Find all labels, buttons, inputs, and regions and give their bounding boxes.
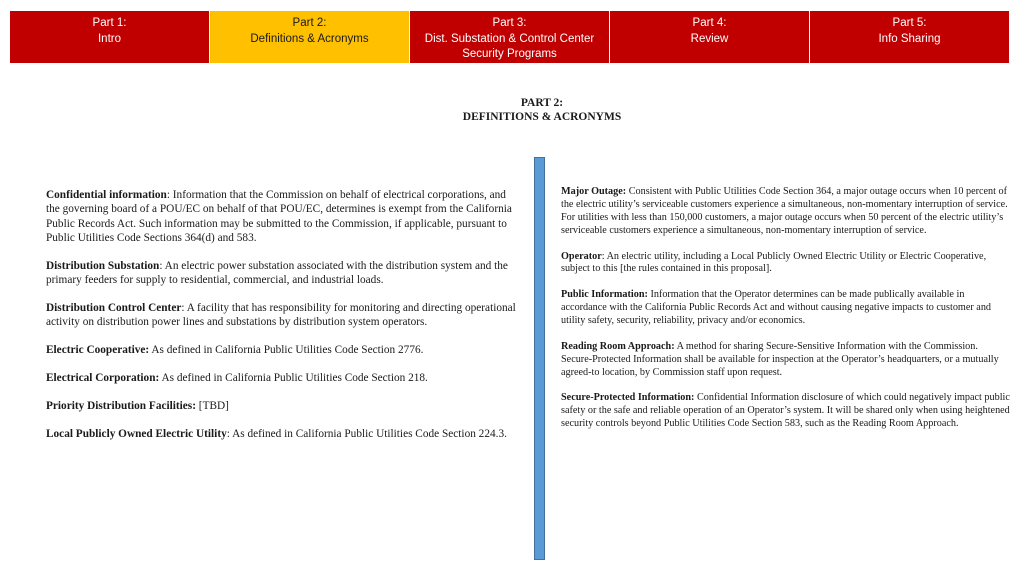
definition-text: [TBD] [195, 400, 229, 413]
definition-term: Public Information: [561, 289, 648, 301]
tab-part-label: Part 1: [92, 17, 127, 29]
tab-part-2-definitions[interactable] [210, 11, 410, 63]
tab-part-label: Part 4: [692, 17, 727, 29]
tab-part-3-security-programs[interactable] [410, 11, 610, 63]
definition-term: Electrical Corporation: [46, 372, 160, 385]
definition-term: Reading Room Approach: [561, 340, 675, 352]
document-title-line1: PART 2: [520, 97, 564, 109]
definitions-left-column [46, 188, 520, 455]
definition-operator [561, 251, 1010, 277]
definition-text: : Information that the Commission on behalf of electrical corporations, and the governing board of a POU/EC on behalf of that POU/EC, determines is exempt from the California Public Records Act. Such information may be submitted to the Commission, if applicable, pursuant to Public Utilities Code Sections 364(d) and 583. [46, 189, 512, 244]
definition-text: Information that the Operator determines can be made publically available in accordance with the California Public Records Act and without causing negative impacts to customer and utility safety, security, reliability, privacy and/or economics. [561, 289, 992, 327]
definitions-right-column [561, 186, 1010, 444]
definition-reading-room-approach [561, 341, 1010, 380]
tab-title-line2: Security Programs [462, 48, 557, 60]
column-divider [534, 157, 545, 560]
definition-term: Confidential information [46, 189, 167, 201]
definition-distribution-substation [46, 259, 520, 288]
tab-part-label: Part 3: [492, 17, 527, 29]
definition-term: Distribution Substation [46, 259, 160, 272]
definition-electrical-corporation [46, 371, 520, 385]
tab-title: Dist. Substation & Control Center [424, 32, 595, 45]
definition-text: As defined in California Public Utilities Code Section 2776. [149, 344, 424, 357]
definition-text: Confidential Information disclosure of which could negatively impact public safety or the safe and reliable operation of an Operator’s system. It will be shared only when using heightened security controls beyond Public Utilities Code Section 583, such as the Reading Room Approach. [561, 392, 1010, 430]
tab-part-1-intro[interactable] [10, 11, 210, 63]
definition-term: Local Publicly Owned Electric Utility [46, 428, 227, 441]
definition-text: : A facility that has responsibility for monitoring and directing operational activity on distribution power lines and substations by distribution system operators. [46, 302, 516, 329]
definition-confidential-information [46, 188, 520, 245]
definition-local-publicly-owned-electric-utility [46, 427, 520, 441]
tab-title: Definitions & Acronyms [250, 32, 369, 45]
definition-text: : An electric utility, including a Local Publicly Owned Electric Utility or Electric Cooperative, subject to this [the rules contained in this proposal]. [561, 250, 987, 275]
definition-text: Consistent with Public Utilities Code Section 364, a major outage occurs when 10 percent of the electric utility’s serviceable customers experience a simultaneous, non-momentary interruption of service. For utilities with less than 150,000 customers, a major outage occurs when 50 percent of the electric utility’s serviceable customers experience a simultaneous, non-momentary interruption of service. [561, 186, 1008, 236]
definition-distribution-control-center [46, 301, 520, 330]
tab-title: Info Sharing [878, 32, 941, 45]
tab-part-5-info-sharing[interactable] [810, 11, 1009, 63]
tab-part-label: Part 5: [892, 17, 927, 29]
definition-term: Priority Distribution Facilities: [46, 400, 196, 413]
definition-major-outage [561, 186, 1010, 238]
definition-term: Operator [561, 250, 602, 262]
tab-title: Intro [97, 32, 121, 45]
tab-part-label: Part 2: [292, 17, 327, 29]
definition-text: : An electric power substation associated with the distribution system and the primary feeders for supply to residential, commercial, and industrial loads. [46, 259, 508, 287]
definition-electric-cooperative [46, 343, 520, 357]
definition-text: As defined in California Public Utilities Code Section 218. [159, 372, 428, 385]
definition-public-information [561, 289, 1010, 328]
document-title [0, 97, 1024, 124]
definition-secure-protected-information [561, 392, 1010, 431]
tab-title: Review [690, 32, 729, 45]
definition-term: Major Outage: [561, 186, 627, 197]
tab-part-4-review[interactable] [610, 11, 810, 63]
definition-text: A method for sharing Secure-Sensitive Information with the Commission. Secure-Protected Information shall be available for inspection at the Operator’s headquarters, or a mutually agreed-to location, by Commission staff upon request. [561, 340, 999, 378]
definition-text: : As defined in California Public Utilities Code Section 224.3. [226, 428, 507, 441]
definition-term: Secure-Protected Information: [561, 392, 695, 404]
definition-term: Distribution Control Center [46, 302, 182, 315]
section-nav [10, 11, 1009, 63]
definition-term: Electric Cooperative: [46, 344, 150, 357]
document-title-line2: DEFINITIONS & ACRONYMS [462, 110, 622, 123]
definition-priority-distribution-facilities [46, 399, 520, 413]
